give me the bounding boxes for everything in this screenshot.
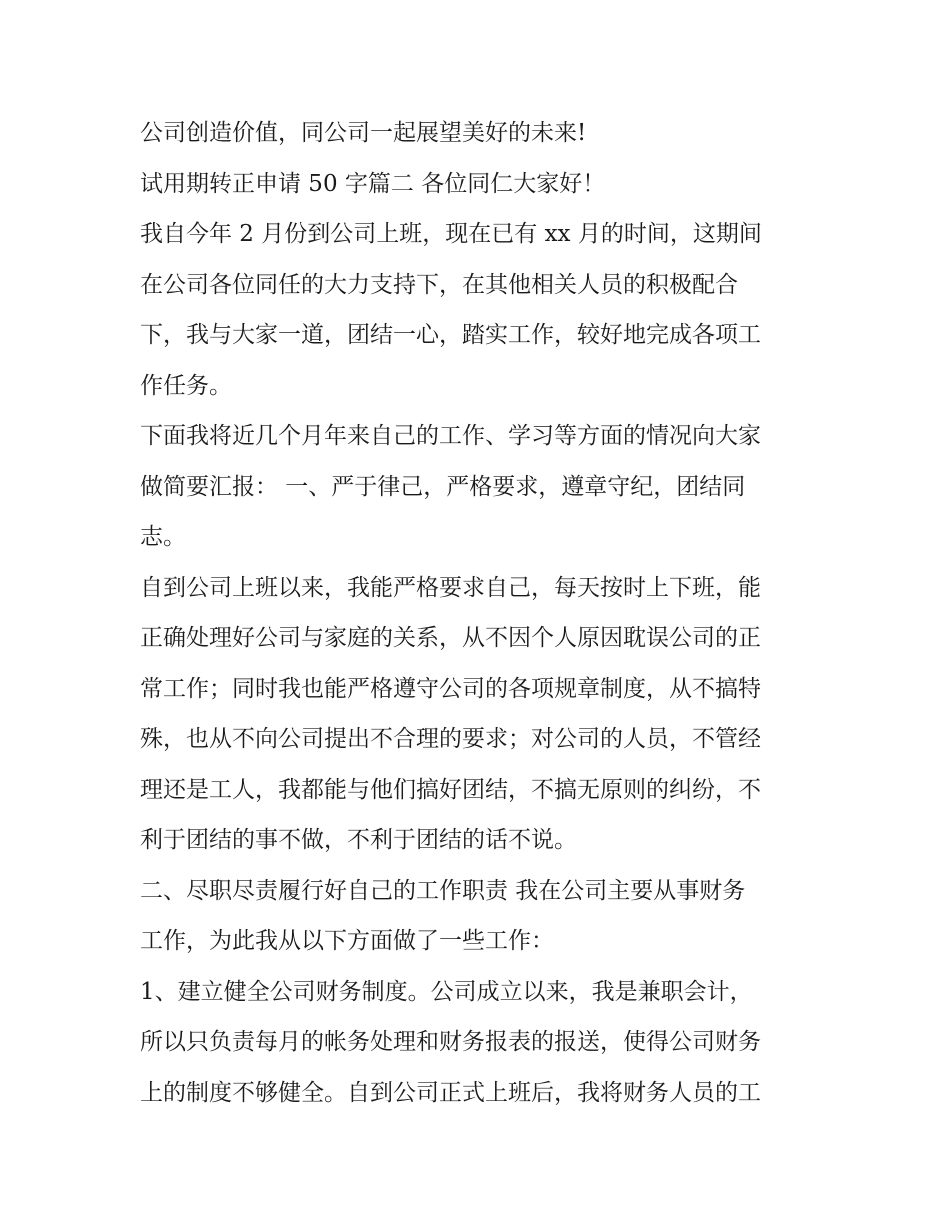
text-line: 试用期转正申请 50 字篇二 各位同仁大家好！ (140, 170, 606, 197)
text-line: 上的制度不够健全。自到公司正式上班后，我将财务人员的工 (140, 1079, 761, 1106)
text-line: 理还是工人，我都能与他们搞好团结，不搞无原则的纠纷，不 (140, 776, 761, 803)
text-line: 做简要汇报： 一、严于律己，严格要求，遵章守纪，团结同 (140, 473, 746, 500)
text-line: 作任务。 (140, 372, 232, 399)
text-line: 二、尽职尽责履行好自己的工作职责 我在公司主要从事财务 (140, 877, 746, 904)
text-line: 常工作；同时我也能严格遵守公司的各项规章制度，从不搞特 (140, 675, 761, 702)
text-line: 所以只负责每月的帐务处理和财务报表的报送，使得公司财务 (140, 1029, 761, 1055)
text-line: 工作，为此我从以下方面做了一些工作： (140, 928, 554, 954)
text-line: 公司创造价值，同公司一起展望美好的未来! (140, 120, 587, 146)
document-body (140, 108, 820, 1118)
text-line: 殊，也从不向公司提出不合理的要求；对公司的人员，不管经 (140, 726, 761, 752)
text-line: 在公司各位同任的大力支持下，在其他相关人员的积极配合 (140, 271, 738, 298)
text-line: 志。 (140, 524, 186, 550)
text-line: 自到公司上班以来，我能严格要求自己，每天按时上下班，能 (140, 574, 761, 601)
text-line: 1、建立健全公司财务制度。公司成立以来，我是兼职会计， (140, 978, 753, 1005)
text-line: 下面我将近几个月年来自己的工作、学习等方面的情况向大家 (140, 423, 761, 449)
text-line: 我自今年 2 月份到公司上班，现在已有 xx 月的时间，这期间 (140, 221, 762, 247)
text-line: 下，我与大家一道，团结一心，踏实工作，较好地完成各项工 (140, 322, 761, 348)
text-line: 利于团结的事不做，不利于团结的话不说。 (140, 827, 577, 853)
text-line: 正确处理好公司与家庭的关系，从不因个人原因耽误公司的正 (140, 625, 761, 651)
